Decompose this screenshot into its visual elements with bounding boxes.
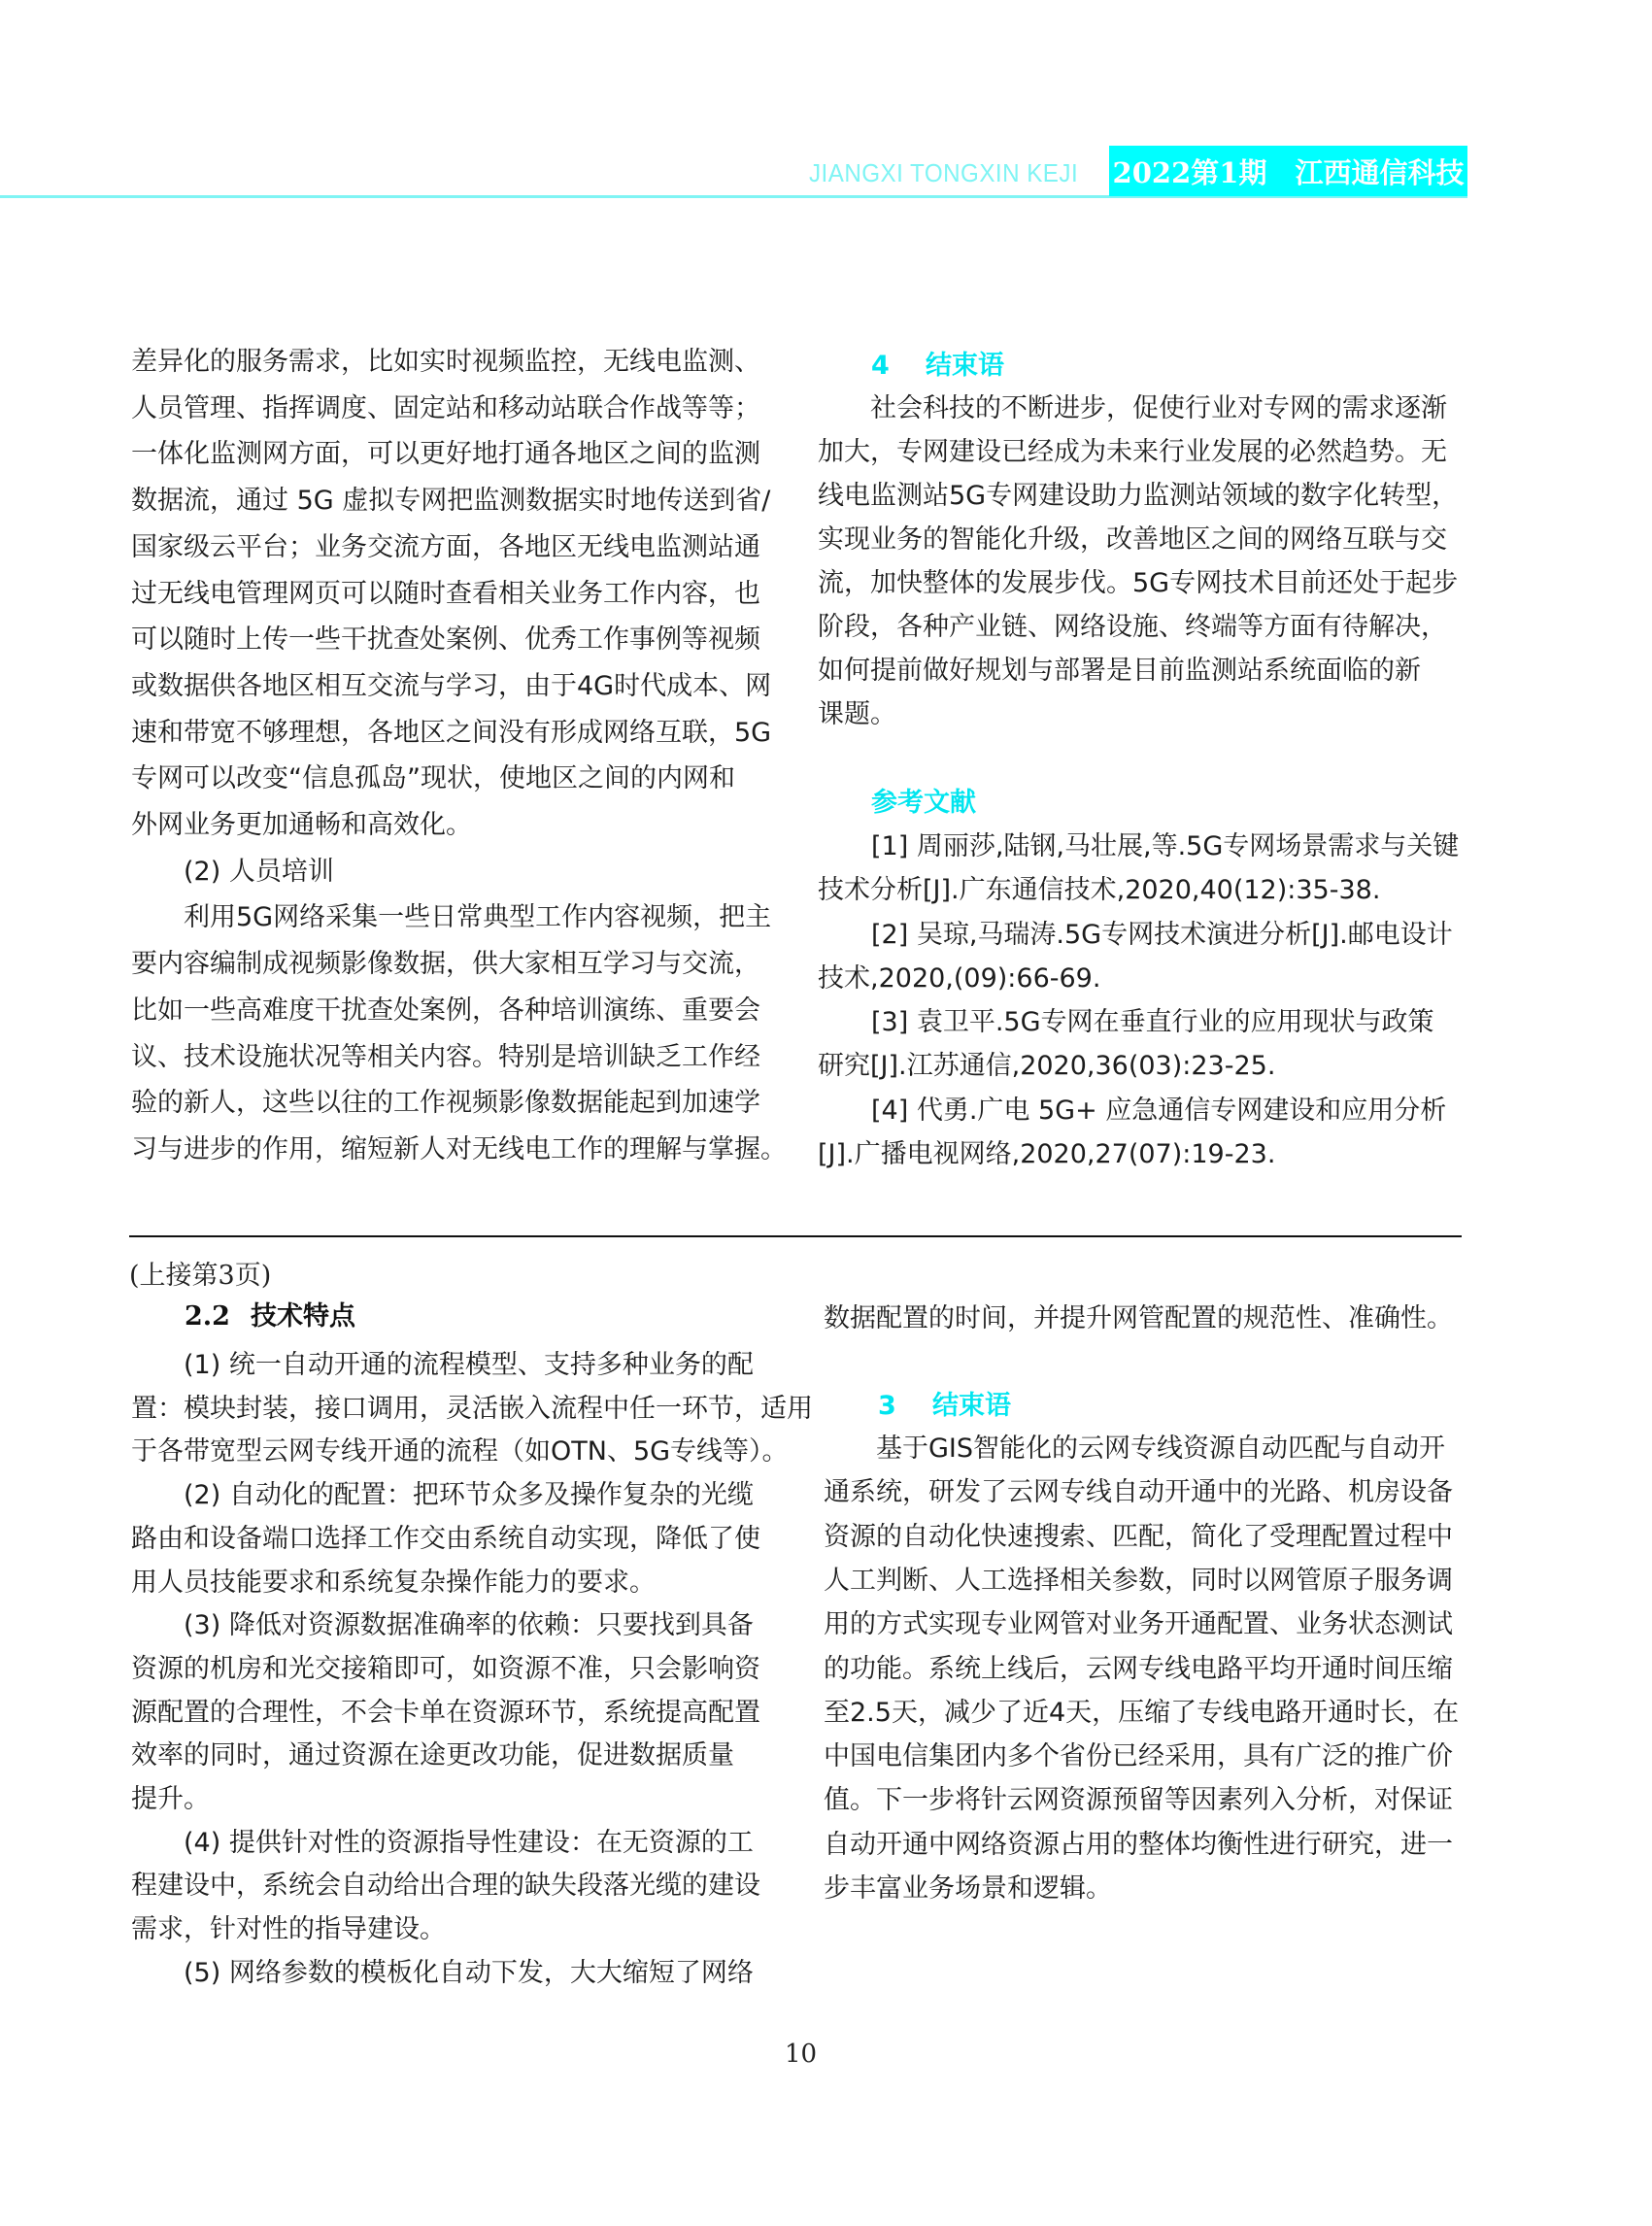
reference-item: [4] 代勇.广电 5G+ 应急通信专网建设和应用分析 [871, 1095, 1447, 1126]
body-text-line: 程建设中，系统会自动给出合理的缺失段落光缆的建设 [131, 1871, 760, 1902]
body-text-line: 路由和设备端口选择工作交由系统自动实现，降低了使 [131, 1523, 760, 1554]
journal-english-name: JIANGXI TONGXIN KEJI [809, 158, 1079, 187]
body-text-line: 实现业务的智能化升级，改善地区之间的网络互联与交 [818, 524, 1447, 555]
body-text-line: 线电监测站5G专网建设助力监测站领域的数字化转型， [818, 481, 1459, 511]
subsection-number: 2.2 [185, 1301, 230, 1332]
body-text-line: 专网可以改变“信息孤岛”现状，使地区之间的内网和 [131, 763, 735, 794]
section-title: 结束语 [926, 351, 1004, 381]
reference-item-continuation: 技术,2020,(09):66-69. [818, 962, 1101, 994]
body-text-line: 中国电信集团内多个省份已经采用，具有广泛的推广价 [824, 1741, 1453, 1772]
body-text-line: 于各带宽型云网专线开通的流程（如OTN、5G专线等）。 [131, 1436, 789, 1467]
body-text-line: 阶段，各种产业链、网络设施、终端等方面有待解决， [818, 612, 1447, 642]
body-text-line: (5) 网络参数的模板化自动下发，大大缩短了网络 [131, 1957, 754, 1988]
body-text-line: (4) 提供针对性的资源指导性建设：在无资源的工 [131, 1827, 754, 1858]
body-text-line: 置：模块封装，接口调用，灵活嵌入流程中任一环节，适用 [131, 1393, 813, 1424]
body-text-line: 要内容编制成视频影像数据，供大家相互学习与交流， [131, 949, 760, 980]
body-text-line: 过无线电管理网页可以随时查看相关业务工作内容，也 [131, 578, 760, 609]
body-text-line: 课题。 [818, 699, 896, 729]
body-text-line: 至2.5天，减少了近4天，压缩了专线电路开通时长，在 [824, 1697, 1460, 1728]
body-text-line: 人员管理、指挥调度、固定站和移动站联合作战等等； [131, 392, 760, 423]
body-text-line: 人工判断、人工选择相关参数，同时以网管原子服务调 [824, 1565, 1453, 1596]
body-text-line: 外网业务更加通畅和高效化。 [131, 810, 472, 840]
continued-line: 数据配置的时间，并提升网管配置的规范性、准确性。 [824, 1303, 1453, 1333]
body-text-line: 流，加快整体的发展步伐。5G专网技术目前还处于起步 [818, 568, 1459, 598]
body-text-line: 利用5G网络采集一些日常典型工作内容视频，把主 [131, 902, 772, 933]
reference-item: [2] 吴琼,马瑞涛.5G专网技术演进分析[J].邮电设计 [871, 919, 1453, 950]
body-text-line: 比如一些高难度干扰查处案例，各种培训演练、重要会 [131, 995, 760, 1026]
body-text-line: (1) 统一自动开通的流程模型、支持多种业务的配 [131, 1350, 754, 1380]
body-text-line: 速和带宽不够理想，各地区之间没有形成网络互联，5G [131, 717, 772, 748]
body-text-line: 议、技术设施状况等相关内容。特别是培训缺乏工作经 [131, 1041, 760, 1072]
section-divider [129, 1235, 1462, 1237]
body-text-line: 提升。 [131, 1784, 210, 1814]
body-text-line: (2) 人员培训 [131, 856, 334, 887]
body-text-line: 自动开通中网络资源占用的整体均衡性进行研究，进一 [824, 1829, 1453, 1860]
body-text-line: 社会科技的不断进步，促使行业对专网的需求逐渐 [818, 393, 1447, 423]
reference-item-continuation: 技术分析[J].广东通信技术,2020,40(12):35-38. [818, 875, 1381, 905]
section-number: 3 [878, 1391, 896, 1421]
body-text-line: 可以随时上传一些干扰查处案例、优秀工作事例等视频 [131, 624, 760, 656]
body-text-line: 加大，专网建设已经成为未来行业发展的必然趋势。无 [818, 437, 1447, 467]
continued-note: (上接第3页) [129, 1261, 272, 1291]
body-text-line: 值。下一步将针云网资源预留等因素列入分析，对保证 [824, 1785, 1453, 1816]
body-text-line: 习与进步的作用，缩短新人对无线电工作的理解与掌握。 [131, 1133, 787, 1164]
reference-item: [1] 周丽莎,陆钢,马壮展,等.5G专网场景需求与关键 [871, 831, 1460, 861]
body-text-line: 验的新人，这些以往的工作视频影像数据能起到加速学 [131, 1088, 760, 1119]
body-text-line: 如何提前做好规划与部署是目前监测站系统面临的新 [818, 656, 1421, 686]
body-text-line: 基于GIS智能化的云网专线资源自动匹配与自动开 [824, 1433, 1446, 1464]
reference-item: [3] 袁卫平.5G专网在垂直行业的应用现状与政策 [871, 1007, 1434, 1037]
references-heading: 参考文献 [871, 788, 976, 818]
body-text-line: 通系统，研发了云网专线自动开通中的光路、机房设备 [824, 1477, 1453, 1508]
body-text-line: 源配置的合理性，不会卡单在资源环节，系统提高配置 [131, 1697, 760, 1728]
body-text-line: (3) 降低对资源数据准确率的依赖：只要找到具备 [131, 1610, 754, 1641]
page-number: 10 [785, 2040, 818, 2069]
body-text-line: 效率的同时，通过资源在途更改功能，促进数据质量 [131, 1740, 734, 1771]
body-text-line: (2) 自动化的配置：把环节众多及操作复杂的光缆 [131, 1480, 754, 1511]
reference-item-continuation: [J].广播电视网络,2020,27(07):19-23. [818, 1138, 1276, 1169]
body-text-line: 用人员技能要求和系统复杂操作能力的要求。 [131, 1567, 656, 1598]
subsection-heading [185, 1301, 355, 1332]
body-text-line: 资源的自动化快速搜索、匹配，简化了受理配置过程中 [824, 1521, 1453, 1552]
reference-item-continuation: 研究[J].江苏通信,2020,36(03):23-25. [818, 1051, 1276, 1081]
body-text-line: 数据流，通过 5G 虚拟专网把监测数据实时地传送到省/ [131, 486, 771, 517]
body-text-line: 需求，针对性的指导建设。 [131, 1914, 446, 1945]
body-text-line: 国家级云平台；业务交流方面，各地区无线电监测站通 [131, 531, 760, 562]
body-text-line: 用的方式实现专业网管对业务开通配置、业务状态测试 [824, 1609, 1453, 1640]
section-title: 结束语 [932, 1391, 1011, 1421]
body-text-line: 资源的机房和光交接箱即可，如资源不准，只会影响资 [131, 1653, 760, 1684]
subsection-title: 技术特点 [251, 1301, 355, 1332]
section-number: 4 [871, 351, 890, 381]
body-text-line: 差异化的服务需求，比如实时视频监控，无线电监测、 [131, 347, 760, 377]
issue-banner [1109, 146, 1467, 196]
body-text-line: 一体化监测网方面，可以更好地打通各地区之间的监测 [131, 439, 760, 470]
conclusion-heading-4 [871, 351, 1004, 382]
body-text-line: 的功能。系统上线后，云网专线电路平均开通时间压缩 [824, 1653, 1453, 1684]
issue-title: 2022第1期 江西通信科技 [1112, 155, 1465, 189]
body-text-line: 或数据供各地区相互交流与学习，由于4G时代成本、网 [131, 670, 772, 701]
body-text-line: 步丰富业务场景和逻辑。 [824, 1873, 1112, 1904]
conclusion-heading-3 [878, 1391, 1011, 1422]
